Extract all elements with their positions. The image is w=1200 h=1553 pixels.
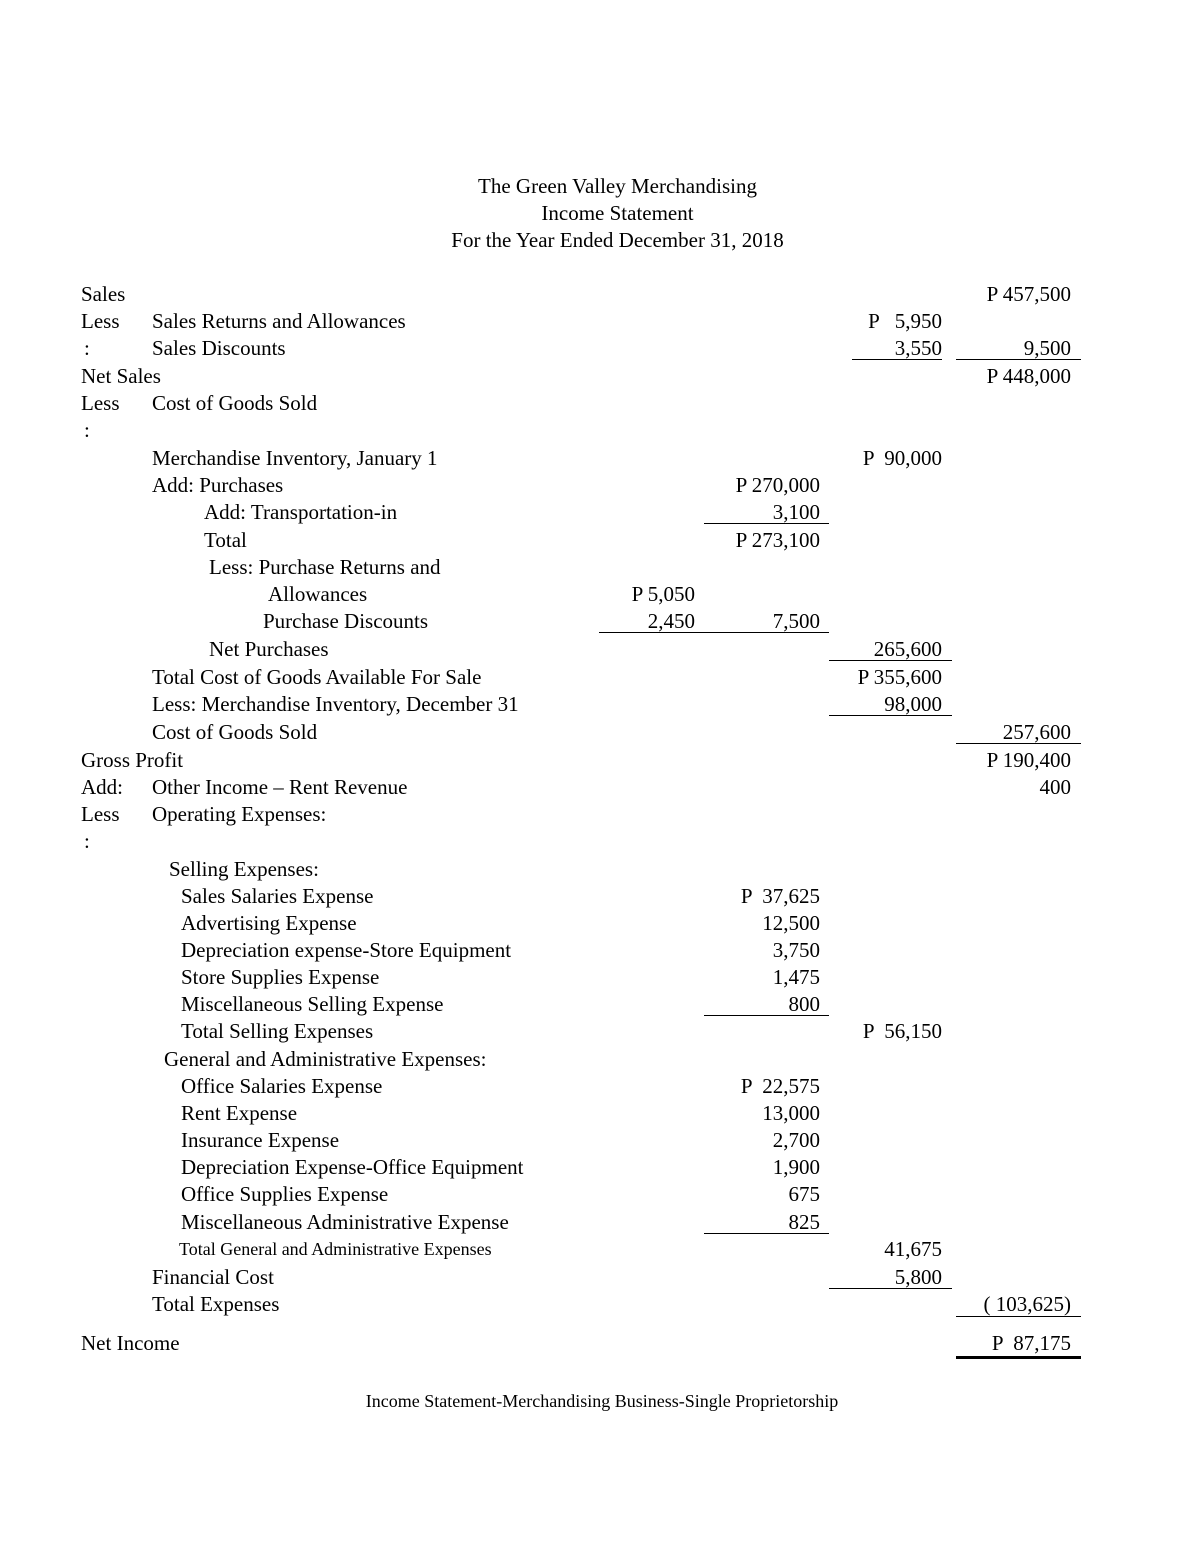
advertising-value: 12,500 [762,911,820,935]
dep-office-value: 1,900 [772,1155,820,1179]
total-cogas-value: P 355,600 [857,665,942,689]
purchase-discounts-value: 2,450 [647,609,695,633]
total-label: Total [204,528,247,552]
sales-value: P 457,500 [986,282,1071,306]
net-income-value: P 87,175 [991,1331,1071,1355]
less-inv-dec-label: Less: Merchandise Inventory, December 31 [152,692,519,716]
total-expenses-value: ( 103,625) [983,1292,1071,1316]
dep-store-value: 3,750 [772,938,820,962]
cogs-value: 257,600 [1002,720,1071,744]
net-income-label: Net Income [81,1331,180,1355]
sales-deductions-value: 9,500 [1023,336,1071,360]
rule [956,1316,1081,1317]
rule [852,359,942,360]
statement-title: Income Statement [541,201,694,225]
other-income-label: Other Income – Rent Revenue [152,775,408,799]
less-label: Less [81,309,120,333]
purchase-discounts-label: Purchase Discounts [263,609,429,633]
net-purchases-label: Net Purchases [209,637,329,661]
rule [704,1233,829,1234]
transport-label: Add: Transportation-in [204,500,398,524]
total-cogas-label: Total Cost of Goods Available For Sale [152,665,482,689]
colon-label: : [84,829,90,853]
company-name: The Green Valley Merchandising [478,174,757,198]
purchase-deductions-value: 7,500 [772,609,820,633]
rule [956,743,1081,744]
total-gen-admin-value: 41,675 [884,1237,942,1261]
net-sales-value: P 448,000 [986,364,1071,388]
dep-store-label: Depreciation expense-Store Equipment [181,938,512,962]
rule [704,1015,829,1016]
purchases-value: P 270,000 [735,473,820,497]
office-supplies-value: 675 [788,1182,820,1206]
dep-office-label: Depreciation Expense-Office Equipment [181,1155,524,1179]
transport-value: 3,100 [772,500,820,524]
sales-salaries-value: P 37,625 [740,884,820,908]
sales-returns-label: Sales Returns and Allowances [152,309,406,333]
office-salaries-label: Office Salaries Expense [181,1074,383,1098]
advertising-label: Advertising Expense [181,911,357,935]
net-sales-label: Net Sales [81,364,161,388]
rule [829,715,952,716]
add-label: Add: [81,775,123,799]
rule [956,359,1081,360]
colon-label: : [84,418,90,442]
gen-admin-heading: General and Administrative Expenses: [164,1047,487,1071]
office-salaries-value: P 22,575 [740,1074,820,1098]
total-gen-admin-label: Total General and Administrative Expenses [179,1239,492,1259]
total-purchases-value: P 273,100 [735,528,820,552]
total-selling-value: P 56,150 [862,1019,942,1043]
purchase-returns-value: P 5,050 [631,582,695,606]
store-supplies-label: Store Supplies Expense [181,965,380,989]
total-selling-label: Total Selling Expenses [181,1019,374,1043]
financial-cost-label: Financial Cost [152,1265,274,1289]
less-purchase-returns-label: Less: Purchase Returns and [209,555,441,579]
add-purchases-label: Add: Purchases [152,473,284,497]
rent-expense-value: 13,000 [762,1101,820,1125]
rule [829,660,952,661]
sales-salaries-label: Sales Salaries Expense [181,884,374,908]
cogs-label: Cost of Goods Sold [152,720,318,744]
inv-dec-value: 98,000 [884,692,942,716]
inv-jan-value: P 90,000 [862,446,942,470]
inv-jan-label: Merchandise Inventory, January 1 [152,446,438,470]
gross-profit-label: Gross Profit [81,748,184,772]
gross-profit-value: P 190,400 [986,748,1071,772]
sales-label: Sales [81,282,126,306]
rent-expense-label: Rent Expense [181,1101,298,1125]
rule [599,632,829,633]
net-purchases-value: 265,600 [873,637,942,661]
page-footer: Income Statement-Merchandising Business-Single Proprietorship [365,1391,839,1411]
statement-period: For the Year Ended December 31, 2018 [451,228,784,252]
misc-admin-value: 825 [788,1210,820,1234]
store-supplies-value: 1,475 [772,965,820,989]
rule [829,1288,952,1289]
less-label: Less [81,391,120,415]
double-rule [956,1356,1081,1359]
sales-discounts-label: Sales Discounts [152,336,286,360]
office-supplies-label: Office Supplies Expense [181,1182,389,1206]
insurance-value: 2,700 [772,1128,820,1152]
rent-revenue-value: 400 [1039,775,1071,799]
sales-discounts-value: 3,550 [894,336,942,360]
misc-selling-value: 800 [788,992,820,1016]
sales-returns-value: P 5,950 [868,309,942,333]
financial-cost-value: 5,800 [894,1265,942,1289]
rule [704,523,829,524]
total-expenses-label: Total Expenses [152,1292,280,1316]
misc-selling-label: Miscellaneous Selling Expense [181,992,444,1016]
cogs-heading: Cost of Goods Sold [152,391,318,415]
allowances-label: Allowances [268,582,368,606]
less-label: Less [81,802,120,826]
misc-admin-label: Miscellaneous Administrative Expense [181,1210,509,1234]
selling-expenses-heading: Selling Expenses: [169,857,319,881]
insurance-label: Insurance Expense [181,1128,340,1152]
operating-expenses-heading: Operating Expenses: [152,802,327,826]
colon-label: : [84,336,90,360]
